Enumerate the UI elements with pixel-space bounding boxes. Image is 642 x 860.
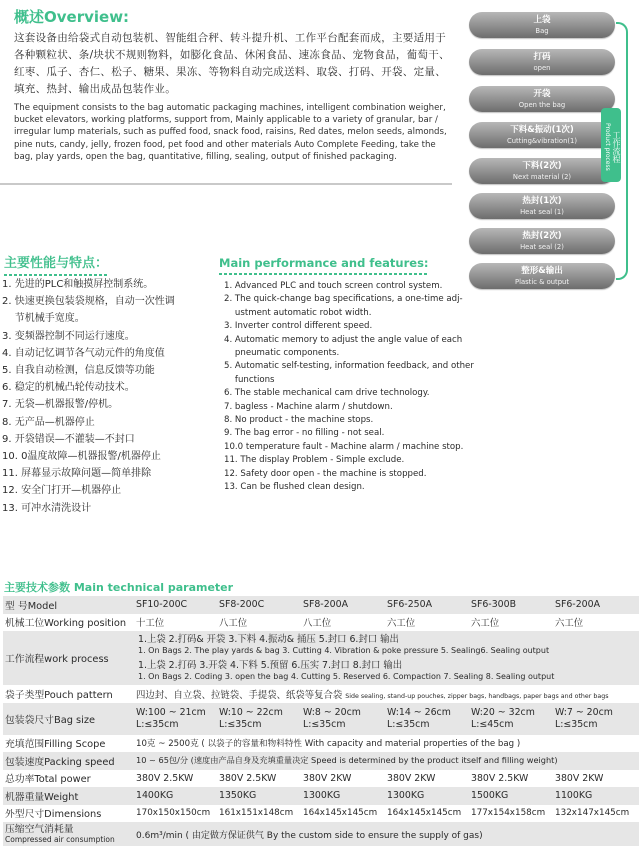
table-cell: W:20 ~ 32cm L:≤45cm [469, 703, 553, 735]
table-cell: SF6-300B [469, 596, 553, 614]
table-cell: 1300KG [301, 787, 385, 805]
list-item: 13. Can be flushed clean design. [224, 482, 365, 493]
speed-label: 包装速度Packing speed [3, 752, 134, 770]
dimensions-label: 外型尺寸Dimensions [5, 809, 102, 821]
overview-en-text: The equipment consists to the bag automatic packaging machines, intelligent combination weigher, bucket elevators, working platforms, support from, Mainly applicable to a variety of granular, bar / irregular lump materials, such as puffed food, snack food, raisins, Red dates, melon seeds, almonds, pine nuts, candy, jelly, frozen food, pet food and other materials Auto Complete Feeding, take the bag, play yards, open the bag, quantitative, filling, sealing, output of finished packaging. [14, 103, 447, 162]
list-item: 7. 无袋—机器报警/停机。 [2, 399, 119, 411]
table-cell: 164x145x145cm [387, 808, 462, 819]
list-item: 9. The bag error - no filling - not seal. [224, 428, 385, 439]
position-label: 机械工位Working position [5, 618, 127, 630]
flow-step-7: 热封(2次) Heat seal (2) [469, 228, 615, 254]
table-cell: 380V 2.5KW [219, 772, 277, 784]
table-row [3, 631, 639, 685]
table-cell: SF8-200A [301, 596, 385, 614]
table-cell: 380V 2.5KW [471, 772, 529, 784]
table-row [3, 787, 639, 805]
pouch-en: Side sealing, stand-up pouches, zipper bags, handbags, paper bags and other bags [345, 692, 609, 700]
list-item: 12. 安全门打开—机器停止 [2, 485, 122, 497]
flow-label: 工作流程 Product process [601, 108, 621, 182]
process-a-cn: 1.上袋 2.打码& 开袋 3.下料 4.振动& 捅压 5.封口 6.封口 输出 [138, 634, 399, 645]
list-item: 13. 可冲水清洗设计 [2, 502, 92, 514]
table-cell: 十工位 [136, 618, 165, 630]
process-b-en: 1. On Bags 2. Coding 3. open the bag 4. Cutting 5. Reserved 6. Compaction 7. Sealing 8. Sealing output [138, 672, 555, 681]
pouch-cn: 四边封、自立袋、拉链袋、手提袋、纸袋等复合袋 [136, 689, 343, 701]
process-a-en: 1. On Bags 2. The play yards & bag 3. Cutting 4. Vibration & poke pressure 5. Sealing6. Sealing output [138, 646, 550, 655]
list-item: 7. bagless - Machine alarm / shutdown. [224, 401, 393, 412]
overview-title: 概述Overview: [14, 8, 130, 26]
filling-value: 10克 ~ 2500克 ( 以袋子的容量和物料特性 With capacity and material properties of the bag ) [136, 739, 521, 750]
list-item: 6. 稳定的机械凸轮传动技术。 [2, 382, 135, 394]
list-item: 11. The display Problem - Simple exclude. [224, 455, 405, 466]
list-item: 5. 自我自动检测，信息反馈等功能 [2, 365, 155, 377]
table-cell: 六工位 [471, 618, 500, 630]
model-label: 型 号Model [3, 596, 134, 614]
table-row [3, 685, 639, 703]
table-cell: 1400KG [134, 787, 217, 805]
table-cell: 164x145x145cm [303, 808, 378, 819]
list-item: 10. 0温度故障—机器报警/机器停止 [2, 451, 161, 463]
table-cell: 161x151x148cm [219, 808, 294, 819]
performance-en-title: Main performance and features: [219, 256, 429, 275]
flow-step-6: 热封(1次) Heat seal (1) [469, 193, 615, 219]
table-cell: 六工位 [387, 618, 416, 630]
table-cell: 380V 2KW [387, 772, 436, 784]
air-label: 压缩空气消耗量 Compressed air consumption [3, 822, 134, 846]
table-cell: 六工位 [555, 618, 584, 630]
table-cell: 177x154x158cm [471, 808, 546, 819]
flow-step-8: 整形&输出 Plastic & output [469, 263, 615, 289]
list-item: 10.0 temperature fault - Machine alarm / machine stop. [224, 441, 464, 452]
process-b-cn: 1.上袋 2.打码 3.开袋 4.下料 5.预留 6.压实 7.封口 8.封口 输出 [138, 660, 403, 671]
list-item: 4. 自动记忆调节各气动元件的角度值 [2, 347, 165, 359]
overview-divider [0, 183, 452, 185]
list-item: 3. Inverter control different speed. [224, 321, 373, 332]
list-item: 12. Safety door open - the machine is stopped. [224, 468, 427, 479]
bag-size-label: 包装袋尺寸Bag size [3, 703, 134, 735]
process-label: 工作流程work process [3, 631, 134, 685]
list-item: 9. 开袋错误—不灌装—不封口 [2, 433, 135, 445]
overview-cn-text: 这套设备由给袋式自动包装机、智能组合秤、转斗提升机、工作平台配套而成，主要适用于各种颗粒状、条/块状不规则物料，如膨化食品、休闲食品、速冻食品、宠物食品，葡萄干、红枣、瓜子、杏仁、松子、糖果、果冻、等物料自动完成送料、取袋、打码、开袋、定量、填充、热封、输出成品包装作业。 [14, 32, 450, 95]
table-cell: 1350KG [217, 787, 301, 805]
flow-step-4: 下料&振动(1次) Cutting&vibration(1) [469, 122, 615, 148]
table-cell: SF8-200C [217, 596, 301, 614]
table-cell: 170x150x150cm [136, 808, 211, 819]
table-cell: W:100 ~ 21cm L:≤35cm [134, 703, 217, 735]
flow-step-1: 上袋 Bag [469, 12, 615, 38]
table-row [3, 614, 639, 632]
table-row [3, 735, 639, 753]
list-item: 1. 先进的PLC和触摸屏控制系统。 [2, 279, 154, 290]
performance-en-list [224, 280, 486, 495]
table-cell: W:10 ~ 22cm L:≤35cm [217, 703, 301, 735]
table-cell: 1300KG [385, 787, 469, 805]
list-item: 8. 无产品—机器停止 [2, 416, 95, 428]
list-item: 6. The stable mechanical cam drive technology. [224, 388, 430, 399]
table-cell: W:7 ~ 20cm L:≤35cm [553, 703, 639, 735]
list-item: 4. Automatic memory to adjust the angle value of each [224, 334, 463, 345]
table-cell: 380V 2KW [555, 772, 604, 784]
filling-label: 充填范围Filling Scope [5, 739, 106, 751]
table-row [3, 822, 639, 846]
power-label: 总功率Total power [5, 774, 91, 786]
tech-table [3, 596, 639, 846]
table-cell: SF10-200C [134, 596, 217, 614]
performance-cn-list [2, 276, 212, 517]
speed-value: 10 ~ 65包/分 (速度由产品自身及充填重量决定 Speed is determined by the product itself and filling weight) [134, 752, 639, 770]
table-cell: 1100KG [553, 787, 639, 805]
table-row [3, 596, 639, 614]
table-cell: 380V 2KW [303, 772, 352, 784]
table-row [3, 752, 639, 770]
table-cell: 132x147x145cm [555, 808, 630, 819]
table-cell: SF6-200A [553, 596, 639, 614]
table-cell: 八工位 [303, 618, 332, 630]
table-cell: 八工位 [219, 618, 248, 630]
table-cell: 1500KG [469, 787, 553, 805]
list-item: 2. 快速更换包装袋规格，自动一次性调 [2, 296, 175, 308]
list-item: 3. 变频器控制不同运行速度。 [2, 330, 135, 342]
weight-label: 机器重量Weight [3, 787, 134, 805]
pouch-label: 袋子类型Pouch pattern [5, 689, 113, 701]
list-item: 2. The quick-change bag specifications, a one-time adj- [224, 294, 463, 305]
pouch-cell [134, 685, 639, 703]
flow-step-3: 开袋 Open the bag [469, 86, 615, 112]
table-row [3, 770, 639, 788]
process-cell [134, 631, 639, 685]
list-item: 5. Automatic self-testing, information feedback, and other [224, 361, 474, 372]
table-cell: 380V 2.5KW [136, 772, 194, 784]
tech-title: 主要技术参数 Main technical parameter [4, 581, 234, 594]
table-cell: SF6-250A [385, 596, 469, 614]
flow-step-2: 打码 open [469, 49, 615, 75]
table-cell: W:14 ~ 26cm L:≤35cm [385, 703, 469, 735]
air-value: 0.6m³/min ( 由定做方保证供气 By the custom side to ensure the supply of gas) [134, 822, 639, 846]
flow-step-5: 下料(2次) Next material (2) [469, 158, 615, 184]
table-cell: W:8 ~ 20cm L:≤35cm [301, 703, 385, 735]
list-item: 8. No product - the machine stops. [224, 415, 374, 426]
list-item: pneumatic components. [224, 348, 340, 359]
list-item: functions [224, 374, 275, 385]
list-item: ustment automatic robot width. [224, 307, 372, 318]
list-item: 11. 屏幕显示故障问题—简单排除 [2, 468, 152, 480]
table-row [3, 703, 639, 735]
performance-cn-title: 主要性能与特点： [4, 252, 108, 276]
list-item: 1. Advanced PLC and touch screen control system. [224, 281, 443, 291]
table-row [3, 805, 639, 823]
list-item: 节机械手宽度。 [2, 313, 85, 325]
